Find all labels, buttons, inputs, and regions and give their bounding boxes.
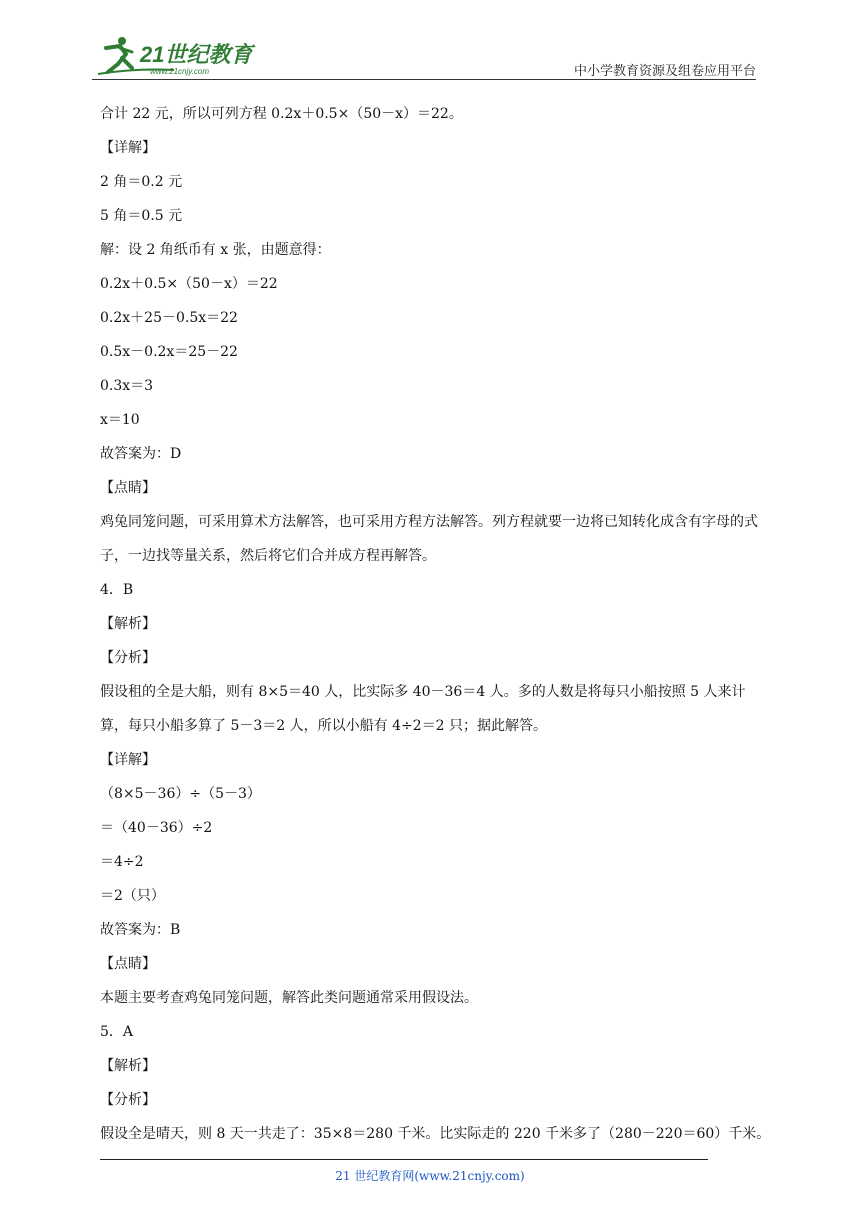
equation-line: 0.2x＋0.5×（50－x）＝22 [100,276,278,292]
text-line: 合计 22 元，所以可列方程 0.2x＋0.5×（50－x）＝22。 [100,106,463,122]
equation-line: ＝2（只） [100,888,165,904]
answer-line: 故答案为：B [100,922,181,938]
platform-title: 中小学教育资源及组卷应用平台 [573,64,756,79]
equation-line: x＝10 [100,412,140,428]
svg-text:21世纪教育: 21世纪教育 [140,42,253,67]
section-label: 【分析】 [100,1092,156,1108]
section-label: 【点睛】 [100,956,156,972]
equation-line: 0.5x－0.2x＝25－22 [100,344,238,360]
footer-divider [100,1159,708,1160]
section-label: 【详解】 [100,140,156,156]
section-label: 【点睛】 [100,480,156,496]
question-number: 5．A [100,1024,134,1040]
paragraph: 假设租的全是大船，则有 8×5＝40 人，比实际多 40－36＝4 人。多的人数是将每只小船按照 5 人来计算，每只小船多算了 5－3＝2 人，所以小船有 4÷2＝2 只；据此解答。 [100,684,746,734]
text-line: 5 角＝0.5 元 [100,208,183,224]
section-label: 【分析】 [100,650,156,666]
text-line: 2 角＝0.2 元 [100,174,183,190]
section-label: 【解析】 [100,1058,156,1074]
paragraph: 鸡兔同笼问题，可采用算术方法解答，也可采用方程方法解答。列方程就要一边将已知转化成含有字母的式子，一边找等量关系，然后将它们合并成方程再解答。 [100,514,758,564]
site-logo [96,34,266,76]
footer-link[interactable]: 21 世纪教育网(www.21cnjy.com) [335,1169,525,1183]
page-header [92,30,756,80]
equation-line: ＝（40－36）÷2 [100,820,213,836]
text-line: 解：设 2 角纸币有 x 张，由题意得： [100,242,331,258]
equation-line: 0.2x＋25－0.5x＝22 [100,310,238,326]
answer-line: 故答案为：D [100,446,182,462]
section-label: 【详解】 [100,752,156,768]
section-label: 【解析】 [100,616,156,632]
equation-line: （8×5－36）÷（5－3） [100,786,261,802]
equation-line: ＝4÷2 [100,854,144,870]
text-line: 假设全是晴天，则 8 天一共走了：35×8＝280 千米。比实际走的 220 千米多了（280－220＝60）千米。 [100,1126,771,1142]
question-number: 4．B [100,582,134,598]
document-body [100,103,771,1157]
text-line: 本题主要考查鸡兔同笼问题，解答此类问题通常采用假设法。 [100,990,478,1006]
header-divider [92,79,756,80]
equation-line: 0.3x＝3 [100,378,154,394]
svg-text:www.21cnjy.com: www.21cnjy.com [150,67,209,76]
